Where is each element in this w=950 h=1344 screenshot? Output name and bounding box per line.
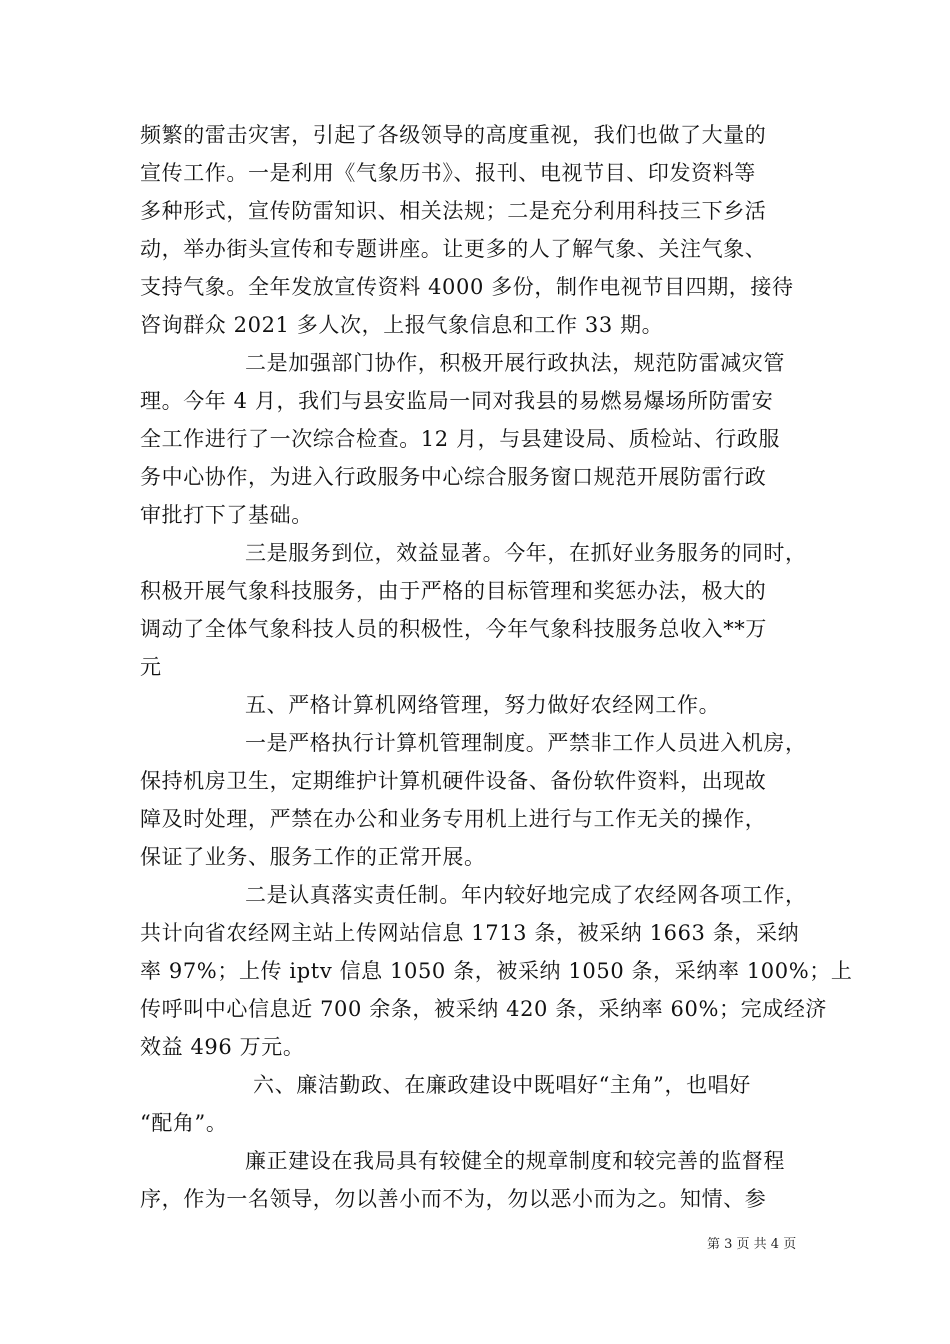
body-text-line: 理。今年 4 月，我们与县安监局一同对我县的易燃易爆场所防雷安 [140,389,774,413]
body-text-line: 积极开展气象科技服务，由于严格的目标管理和奖惩办法，极大的 [140,579,767,603]
body-text-line: 支持气象。全年发放宣传资料 4000 多份，制作电视节目四期，接待 [140,275,794,299]
body-text-line: 保证了业务、服务工作的正常开展。 [140,845,486,869]
body-text-line: 率 97%；上传 iptv 信息 1050 条，被采纳 1050 条，采纳率 100%；上 [140,959,853,983]
paragraph-first-line: 二是加强部门协作，积极开展行政执法，规范防雷减灾管 [245,351,785,375]
body-text-line: 宣传工作。一是利用《气象历书》、报刊、电视节目、印发资料等 [140,161,756,185]
body-text-line: 序，作为一名领导，勿以善小而不为，勿以恶小而为之。知情、参 [140,1187,767,1211]
body-text-line: 多种形式，宣传防雷知识、相关法规；二是充分利用科技三下乡活 [140,199,767,223]
body-text-line: 共计向省农经网主站上传网站信息 1713 条，被采纳 1663 条，采纳 [140,921,800,945]
paragraph-first-line: 一是严格执行计算机管理制度。严禁非工作人员进入机房， [245,731,807,755]
body-text-line: 元 [140,655,162,679]
paragraph-first-line: 二是认真落实责任制。年内较好地完成了农经网各项工作， [245,883,807,907]
paragraph-first-line: 三是服务到位，效益显著。今年，在抓好业务服务的同时， [245,541,807,565]
paragraph-first-line: 廉正建设在我局具有较健全的规章制度和较完善的监督程 [245,1149,785,1173]
body-text-line: 动，举办街头宣传和专题讲座。让更多的人了解气象、关注气象、 [140,237,767,261]
body-text-line: 审批打下了基础。 [140,503,313,527]
body-text-line: 调动了全体气象科技人员的积极性，今年气象科技服务总收入**万 [140,617,767,641]
page-number-footer: 第 3 页 共 4 页 [707,1237,797,1252]
section-heading-continued: “配角”。 [140,1111,228,1135]
body-text-line: 务中心协作，为进入行政服务中心综合服务窗口规范开展防雷行政 [140,465,767,489]
body-text-line: 障及时处理，严禁在办公和业务专用机上进行与工作无关的操作， [140,807,767,831]
section-heading: 五、严格计算机网络管理，努力做好农经网工作。 [245,693,721,717]
body-text-line: 保持机房卫生，定期维护计算机硬件设备、备份软件资料，出现故 [140,769,767,793]
body-text-line: 传呼叫中心信息近 700 余条，被采纳 420 条，采纳率 60%；完成经济 [140,997,828,1021]
body-text-line: 全工作进行了一次综合检查。12 月，与县建设局、质检站、行政服 [140,427,780,451]
body-text-line: 咨询群众 2021 多人次，上报气象信息和工作 33 期。 [140,313,664,337]
body-text-line: 频繁的雷击灾害，引起了各级领导的高度重视，我们也做了大量的 [140,123,767,147]
section-heading: 六、廉洁勤政、在廉政建设中既唱好“主角”，也唱好 [253,1073,751,1097]
body-text-line: 效益 496 万元。 [140,1035,305,1059]
